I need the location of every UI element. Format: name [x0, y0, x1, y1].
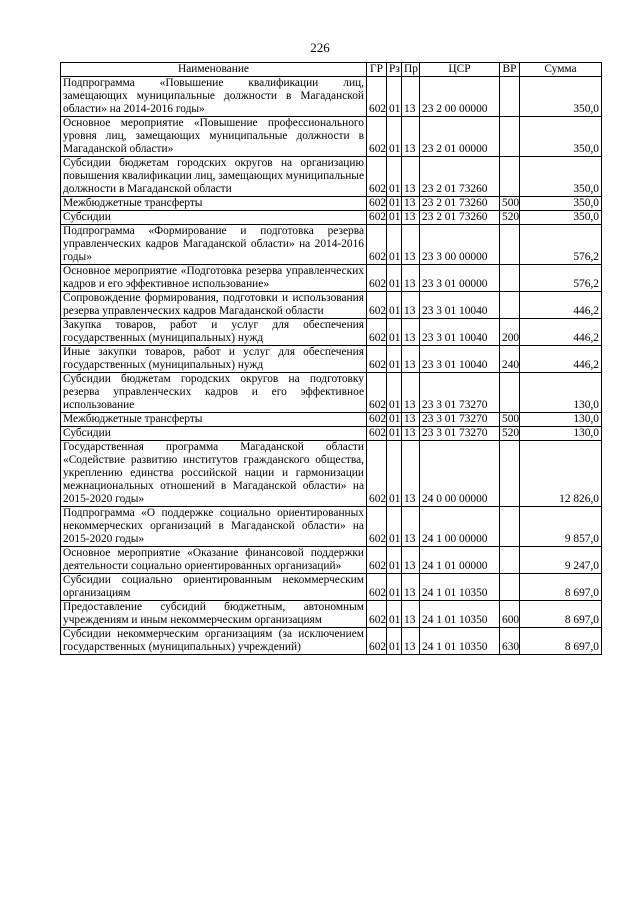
- cell-vr: [500, 77, 520, 117]
- cell-vr: 200: [500, 319, 520, 346]
- table-row: [61, 197, 602, 211]
- cell-csr: 24 1 00 00000: [420, 507, 500, 547]
- cell-gr: 602: [367, 547, 387, 574]
- cell-pr: 13: [402, 628, 420, 655]
- cell-vr: [500, 373, 520, 413]
- cell-sum: 8 697,0: [520, 628, 602, 655]
- cell-csr: 24 1 01 00000: [420, 547, 500, 574]
- cell-csr: 23 2 01 73260: [420, 157, 500, 197]
- cell-sum: 350,0: [520, 211, 602, 225]
- cell-pr: 13: [402, 413, 420, 427]
- cell-sum: 350,0: [520, 77, 602, 117]
- cell-vr: [500, 292, 520, 319]
- cell-pr: 13: [402, 373, 420, 413]
- cell-pr: 13: [402, 601, 420, 628]
- cell-gr: 602: [367, 628, 387, 655]
- cell-csr: 23 3 00 00000: [420, 225, 500, 265]
- cell-csr: 23 2 01 00000: [420, 117, 500, 157]
- cell-name: Субсидии некоммерческим организациям (за исключением государственных (муниципальных) учреждений): [61, 628, 367, 655]
- cell-rz: 01: [387, 413, 402, 427]
- header-sum: Сумма: [520, 63, 602, 77]
- cell-pr: 13: [402, 77, 420, 117]
- cell-sum: 130,0: [520, 373, 602, 413]
- cell-csr: 23 2 01 73260: [420, 211, 500, 225]
- cell-rz: 01: [387, 225, 402, 265]
- header-rz: Рз: [387, 63, 402, 77]
- cell-name: Иные закупки товаров, работ и услуг для обеспечения государственных (муниципальных) нужд: [61, 346, 367, 373]
- cell-gr: 602: [367, 413, 387, 427]
- cell-gr: 602: [367, 319, 387, 346]
- cell-rz: 01: [387, 346, 402, 373]
- cell-csr: 24 1 01 10350: [420, 574, 500, 601]
- cell-sum: 9 857,0: [520, 507, 602, 547]
- cell-rz: 01: [387, 77, 402, 117]
- cell-sum: 576,2: [520, 225, 602, 265]
- cell-vr: [500, 574, 520, 601]
- cell-vr: [500, 265, 520, 292]
- cell-vr: [500, 547, 520, 574]
- cell-sum: 350,0: [520, 117, 602, 157]
- table-row: [61, 574, 602, 601]
- cell-rz: 01: [387, 197, 402, 211]
- cell-pr: 13: [402, 574, 420, 601]
- cell-gr: 602: [367, 373, 387, 413]
- cell-name: Подпрограмма «О поддержке социально ориентированных некоммерческих организаций в Магаданской области» на 2015-2020 годы»: [61, 507, 367, 547]
- table-row: [61, 441, 602, 507]
- cell-gr: 602: [367, 427, 387, 441]
- cell-rz: 01: [387, 265, 402, 292]
- cell-rz: 01: [387, 117, 402, 157]
- cell-pr: 13: [402, 441, 420, 507]
- table-row: [61, 413, 602, 427]
- cell-gr: 602: [367, 211, 387, 225]
- cell-vr: 520: [500, 211, 520, 225]
- page-number: 226: [310, 40, 330, 55]
- table-row: [61, 77, 602, 117]
- cell-name: Закупка товаров, работ и услуг для обеспечения государственных (муниципальных) нужд: [61, 319, 367, 346]
- cell-sum: 9 247,0: [520, 547, 602, 574]
- header-name: Наименование: [61, 63, 367, 77]
- cell-csr: 24 1 01 10350: [420, 628, 500, 655]
- cell-sum: 12 826,0: [520, 441, 602, 507]
- cell-pr: 13: [402, 547, 420, 574]
- cell-pr: 13: [402, 346, 420, 373]
- cell-vr: [500, 441, 520, 507]
- table-row: [61, 427, 602, 441]
- cell-pr: 13: [402, 211, 420, 225]
- cell-sum: 8 697,0: [520, 601, 602, 628]
- table-row: [61, 601, 602, 628]
- cell-gr: 602: [367, 574, 387, 601]
- cell-pr: 13: [402, 292, 420, 319]
- table-row: [61, 346, 602, 373]
- cell-name: Государственная программа Магаданской области «Содействие развитию институтов гражданского общества, укреплению единства российской нации и гармонизации межнациональных отношений в Магаданской области» на 2015-2020 годы»: [61, 441, 367, 507]
- table-row: [61, 265, 602, 292]
- cell-csr: 23 3 01 73270: [420, 413, 500, 427]
- table-row: [61, 507, 602, 547]
- cell-pr: 13: [402, 507, 420, 547]
- cell-name: Подпрограмма «Повышение квалификации лиц, замещающих муниципальные должности в Магаданской области» на 2014-2016 годы»: [61, 77, 367, 117]
- cell-name: Субсидии бюджетам городских округов на организацию повышения квалификации лиц, замещающих муниципальные должности в Магаданской области: [61, 157, 367, 197]
- cell-rz: 01: [387, 441, 402, 507]
- cell-gr: 602: [367, 441, 387, 507]
- cell-sum: 446,2: [520, 346, 602, 373]
- cell-name: Основное мероприятие «Подготовка резерва управленческих кадров и его эффективное использование»: [61, 265, 367, 292]
- cell-vr: [500, 225, 520, 265]
- cell-name: Субсидии: [61, 211, 367, 225]
- cell-rz: 01: [387, 574, 402, 601]
- cell-csr: 24 1 01 10350: [420, 601, 500, 628]
- cell-gr: 602: [367, 601, 387, 628]
- cell-name: Подпрограмма «Формирование и подготовка резерва управленческих кадров Магаданской области» на 2014-2016 годы»: [61, 225, 367, 265]
- cell-vr: 500: [500, 413, 520, 427]
- cell-name: Предоставление субсидий бюджетным, автономным учреждениям и иным некоммерческим организациям: [61, 601, 367, 628]
- cell-sum: 350,0: [520, 157, 602, 197]
- cell-gr: 602: [367, 292, 387, 319]
- cell-csr: 24 0 00 00000: [420, 441, 500, 507]
- cell-vr: [500, 507, 520, 547]
- cell-sum: 576,2: [520, 265, 602, 292]
- cell-rz: 01: [387, 319, 402, 346]
- cell-csr: 23 2 01 73260: [420, 197, 500, 211]
- budget-table: [60, 62, 602, 655]
- cell-rz: 01: [387, 601, 402, 628]
- table-row: [61, 157, 602, 197]
- cell-name: Сопровождение формирования, подготовки и использования резерва управленческих кадров Магаданской области: [61, 292, 367, 319]
- cell-gr: 602: [367, 77, 387, 117]
- table-row: [61, 628, 602, 655]
- cell-rz: 01: [387, 507, 402, 547]
- cell-rz: 01: [387, 547, 402, 574]
- table-row: [61, 292, 602, 319]
- cell-sum: 130,0: [520, 427, 602, 441]
- cell-rz: 01: [387, 373, 402, 413]
- cell-rz: 01: [387, 292, 402, 319]
- header-row: [61, 63, 602, 77]
- cell-csr: 23 3 01 73270: [420, 427, 500, 441]
- cell-name: Основное мероприятие «Оказание финансовой поддержки деятельности социально ориентированных организаций»: [61, 547, 367, 574]
- header-gr: ГР: [367, 63, 387, 77]
- cell-csr: 23 3 01 73270: [420, 373, 500, 413]
- cell-vr: 500: [500, 197, 520, 211]
- table-row: [61, 117, 602, 157]
- cell-pr: 13: [402, 197, 420, 211]
- cell-sum: 350,0: [520, 197, 602, 211]
- cell-csr: 23 3 01 00000: [420, 265, 500, 292]
- table-row: [61, 373, 602, 413]
- cell-pr: 13: [402, 319, 420, 346]
- cell-vr: [500, 157, 520, 197]
- header-vr: ВР: [500, 63, 520, 77]
- cell-csr: 23 3 01 10040: [420, 346, 500, 373]
- cell-gr: 602: [367, 197, 387, 211]
- table-row: [61, 225, 602, 265]
- cell-pr: 13: [402, 117, 420, 157]
- table-row: [61, 319, 602, 346]
- cell-pr: 13: [402, 157, 420, 197]
- cell-vr: 630: [500, 628, 520, 655]
- cell-sum: 446,2: [520, 319, 602, 346]
- cell-gr: 602: [367, 265, 387, 292]
- cell-name: Межбюджетные трансферты: [61, 413, 367, 427]
- cell-name: Субсидии социально ориентированным некоммерческим организациям: [61, 574, 367, 601]
- cell-gr: 602: [367, 346, 387, 373]
- cell-rz: 01: [387, 211, 402, 225]
- header-csr: ЦСР: [420, 63, 500, 77]
- cell-sum: 446,2: [520, 292, 602, 319]
- cell-rz: 01: [387, 157, 402, 197]
- header-pr: Пр: [402, 63, 420, 77]
- cell-csr: 23 3 01 10040: [420, 319, 500, 346]
- cell-rz: 01: [387, 427, 402, 441]
- cell-gr: 602: [367, 157, 387, 197]
- cell-sum: 130,0: [520, 413, 602, 427]
- cell-sum: 8 697,0: [520, 574, 602, 601]
- cell-rz: 01: [387, 628, 402, 655]
- cell-pr: 13: [402, 427, 420, 441]
- table-row: [61, 211, 602, 225]
- cell-gr: 602: [367, 225, 387, 265]
- cell-name: Субсидии: [61, 427, 367, 441]
- cell-csr: 23 3 01 10040: [420, 292, 500, 319]
- cell-name: Субсидии бюджетам городских округов на подготовку резерва управленческих кадров и его эффективное использование: [61, 373, 367, 413]
- cell-pr: 13: [402, 225, 420, 265]
- cell-csr: 23 2 00 00000: [420, 77, 500, 117]
- cell-name: Межбюджетные трансферты: [61, 197, 367, 211]
- cell-vr: 240: [500, 346, 520, 373]
- cell-pr: 13: [402, 265, 420, 292]
- cell-name: Основное мероприятие «Повышение профессионального уровня лиц, замещающих муниципальные должности в Магаданской области»: [61, 117, 367, 157]
- cell-vr: 520: [500, 427, 520, 441]
- cell-vr: 600: [500, 601, 520, 628]
- cell-vr: [500, 117, 520, 157]
- cell-gr: 602: [367, 507, 387, 547]
- cell-gr: 602: [367, 117, 387, 157]
- table-row: [61, 547, 602, 574]
